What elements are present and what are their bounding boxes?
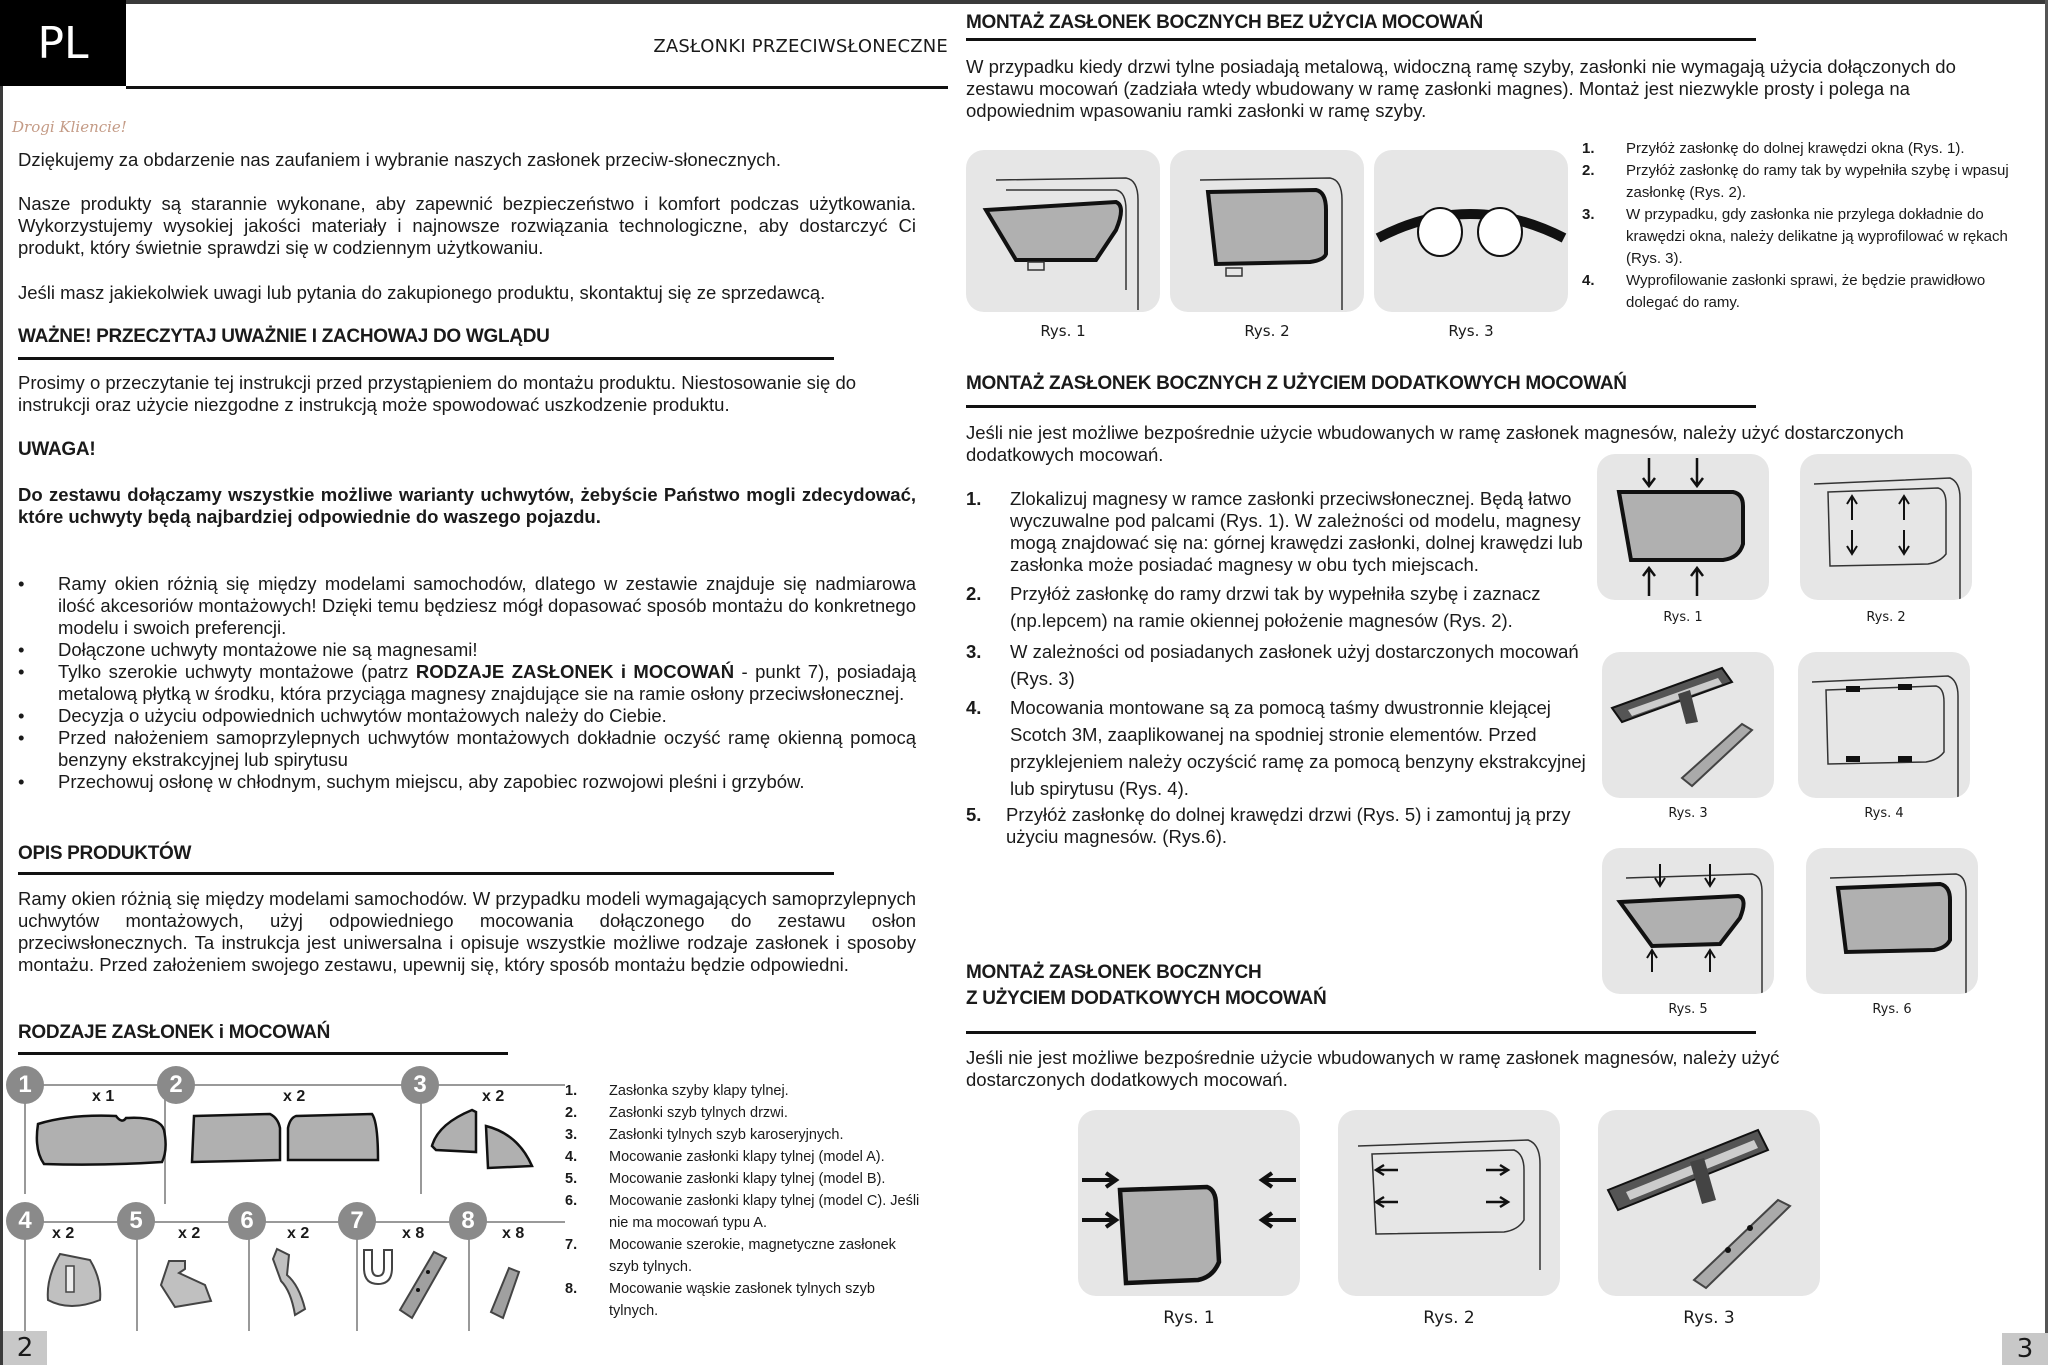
- step-text: Przyłóż zasłonkę do dolnej krawędzi okna (Rys. 1).: [1626, 140, 1965, 157]
- step-item: [966, 694, 1586, 802]
- figure-s2-3: [1602, 652, 1774, 798]
- section3-rule: [966, 1031, 1756, 1034]
- step-item: [1582, 270, 2022, 314]
- type-badge: 3: [401, 1066, 439, 1104]
- mounts-with-tape-illustration: [1602, 652, 1774, 798]
- document-title: ZASŁONKI PRZECIWSŁONECZNE: [653, 36, 948, 57]
- step-text: W przypadku, gdy zasłonka nie przylega dokładnie do krawędzi okna, należy delikatne ją wyprofilować w rękach (Rys. 3).: [1626, 206, 2008, 267]
- figure-caption: Rys. 2: [1423, 1308, 1475, 1328]
- legend-text: Mocowanie szerokie, magnetyczne zasłonek szyb tylnych.: [609, 1237, 896, 1275]
- types-heading: RODZAJE ZASŁONEK i MOCOWAŃ: [18, 1022, 331, 1043]
- types-legend: [565, 1080, 925, 1322]
- legend-text: Mocowanie wąskie zasłonek tylnych szyb tylnych.: [609, 1281, 875, 1319]
- step-num: 4.: [966, 697, 982, 718]
- clip-a-icon: [40, 1250, 110, 1320]
- type-quantity: x 1: [92, 1088, 115, 1105]
- door-frame-side-arrows-illustration: [1338, 1110, 1560, 1296]
- type-quantity: x 2: [287, 1225, 310, 1242]
- language-badge: PL: [0, 0, 126, 86]
- type-quantity: x 2: [178, 1225, 201, 1242]
- bullet-text-pre: Tylko szerokie uchwyty montażowe (patrz: [58, 661, 416, 682]
- figure-caption: Rys. 4: [1864, 806, 1904, 821]
- important-heading: WAŻNE! PRZECZYTAJ UWAŻNIE I ZACHOWAJ DO WGLĄDU: [18, 326, 550, 347]
- figure-s2-4: [1798, 652, 1970, 798]
- legend-num: 1.: [565, 1083, 578, 1099]
- step-num: 3.: [1582, 206, 1595, 223]
- legend-item: [565, 1102, 925, 1124]
- figure-s3-3: [1598, 1110, 1820, 1296]
- step-text: Wyprofilowanie zasłonki sprawi, że będzie prawidłowo dolegać do ramy.: [1626, 272, 1986, 311]
- hands-bending-shade-illustration: [1374, 150, 1568, 312]
- type-badge: 1: [6, 1066, 44, 1104]
- section2-steps: [966, 488, 1586, 848]
- door-frame-with-mounts-illustration: [1798, 652, 1970, 798]
- step-num: 1.: [1582, 140, 1595, 157]
- legend-item: [565, 1190, 925, 1234]
- shade-placement-bottom-illustration: [1602, 848, 1774, 994]
- narrow-mount-icon: [485, 1262, 535, 1322]
- figure-caption: Rys. 1: [1040, 322, 1086, 340]
- section1-heading: MONTAŻ ZASŁONEK BOCZNYCH BEZ UŻYCIA MOCOWAŃ: [966, 12, 1483, 33]
- step-num: 2.: [966, 583, 982, 604]
- legend-item: [565, 1124, 925, 1146]
- figure-s2-6: [1806, 848, 1978, 994]
- step-item: [966, 638, 1586, 692]
- step-num: 5.: [966, 804, 982, 825]
- type-quantity: x 8: [502, 1225, 525, 1242]
- legend-num: 4.: [565, 1149, 578, 1165]
- quarter-shades-icon: [428, 1106, 538, 1170]
- figure-s1-1: [966, 150, 1160, 312]
- door-shades-icon: [190, 1112, 390, 1168]
- figure-caption: Rys. 1: [1163, 1308, 1215, 1328]
- intro-thanks: Dziękujemy za obdarzenie nas zaufaniem i wybranie naszych zasłonek przeciw-słonecznych.: [18, 149, 781, 170]
- step-text: Zlokalizuj magnesy w ramce zasłonki przeciwsłonecznej. Będą łatwo wyczuwalne pod palcami (Rys. 1). W zależności od modelu, magnesy mogą znajdować się na: górnej krawędzi zasłonki, dolnej krawędzi lub zasłonka może posiadać magnesy w obu tych miejscach.: [1010, 488, 1583, 575]
- figure-caption: Rys. 3: [1668, 806, 1708, 821]
- section2-rule: [966, 405, 1756, 408]
- title-rule: [126, 86, 948, 89]
- figure-caption: Rys. 6: [1872, 1002, 1912, 1017]
- bullet-item: • Decyzja o użyciu odpowiednich uchwytów montażowych należy do Ciebie.: [18, 705, 916, 727]
- step-text: Przyłóż zasłonkę do ramy tak by wypełniła szybę i wpasuj zasłonkę (Rys. 2).: [1626, 162, 2009, 201]
- section3-heading-line1: MONTAŻ ZASŁONEK BOCZNYCH: [966, 962, 1262, 983]
- warning-label: UWAGA!: [18, 439, 96, 460]
- step-text: Mocowania montowane są za pomocą taśmy dwustronnie klejącej Scotch 3M, zaaplikowanej na spodniej stronie elementów. Przed przyklejeniem należy oczyścić ramę za pomocą benzyny ekstrakcyjnej lub spirytusu (Rys. 4).: [1010, 697, 1586, 799]
- legend-item: [565, 1080, 925, 1102]
- section3-text: Jeśli nie jest możliwe bezpośrednie użycie wbudowanych w ramę zasłonek magnesów, należy użyć dostarczonych dodatkowych mocowań.: [966, 1047, 1780, 1090]
- figure-caption: Rys. 2: [1866, 610, 1906, 625]
- shade-mounted-illustration: [1806, 848, 1978, 994]
- figure-s2-2: [1800, 454, 1972, 600]
- legend-text: Zasłonki szyb tylnych drzwi.: [609, 1105, 788, 1121]
- type-quantity: x 2: [52, 1225, 75, 1242]
- legend-item: [565, 1168, 925, 1190]
- greeting: Drogi Kliencie!: [12, 118, 127, 136]
- figure-s1-3: [1374, 150, 1568, 312]
- section3-heading-line2: Z UŻYCIEM DODATKOWYCH MOCOWAŃ: [966, 988, 1327, 1009]
- bullet-text-bold: RODZAJE ZASŁONEK i MOCOWAŃ: [415, 661, 735, 682]
- legend-num: 7.: [565, 1237, 578, 1253]
- step-num: 4.: [1582, 272, 1595, 289]
- step-num: 3.: [966, 641, 982, 662]
- step-text: Przyłóż zasłonkę do ramy drzwi tak by wypełniła szybę i zaznacz (np.lepcem) na ramie okiennej położenie magnesów (Rys. 2).: [1010, 583, 1541, 631]
- bullet-item: • Przechowuj osłonę w chłodnym, suchym miejscu, aby zapobiec rozwojowi pleśni i grzybów.: [18, 771, 916, 793]
- type-badge: 5: [117, 1202, 155, 1240]
- legend-text: Mocowanie zasłonki klapy tylnej (model C). Jeśli nie ma mocowań typu A.: [609, 1193, 920, 1231]
- section2-text: Jeśli nie jest możliwe bezpośrednie użycie wbudowanych w ramę zasłonek magnesów, należy użyć dostarczonych dodatkowych mocowań.: [966, 422, 1904, 465]
- legend-num: 2.: [565, 1105, 578, 1121]
- intro-contact: Jeśli masz jakiekolwiek uwagi lub pytania do zakupionego produktu, skontaktuj się ze sprzedawcą.: [18, 282, 826, 303]
- door-shade-tilted-illustration: [966, 150, 1160, 312]
- clip-b-icon: [155, 1255, 225, 1315]
- type-quantity: x 8: [402, 1225, 425, 1242]
- legend-num: 3.: [565, 1127, 578, 1143]
- important-rule: [18, 357, 834, 360]
- intro-quality: Nasze produkty są starannie wykonane, aby zapewnić bezpieczeństwo i komfort podczas użytkowania. Wykorzystujemy wysokiej jakości materiały i najnowsze rozwiązania technologiczne, aby dostarczyć Ci produkt, który świetnie sprawdzi się w codziennym użytkowaniu.: [18, 193, 916, 258]
- step-item: [966, 488, 1586, 576]
- legend-text: Zasłonka szyby klapy tylnej.: [609, 1083, 789, 1099]
- type-quantity: x 2: [283, 1088, 306, 1105]
- rear-shade-icon: [30, 1110, 170, 1170]
- step-num: 1.: [966, 488, 982, 509]
- step-num: 2.: [1582, 162, 1595, 179]
- legend-num: 8.: [565, 1281, 578, 1297]
- magnetic-mount-icon: [360, 1240, 460, 1320]
- step-text: W zależności od posiadanych zasłonek użyj dostarczonych mocowań (Rys. 3): [1010, 641, 1579, 689]
- page-border-top: [0, 0, 2048, 4]
- figure-caption: Rys. 5: [1668, 1002, 1708, 1017]
- page-border-left: [0, 0, 3, 1365]
- legend-item: [565, 1234, 925, 1278]
- figure-caption: Rys. 3: [1683, 1308, 1735, 1328]
- warning-text: Do zestawu dołączamy wszystkie możliwe warianty uchwytów, żebyście Państwo mogli zdecydować, które uchwyty będą najbardziej odpowiednie do waszego pojazdu.: [18, 484, 916, 527]
- figure-s1-2: [1170, 150, 1364, 312]
- type-badge: 6: [228, 1202, 266, 1240]
- product-description-rule: [18, 872, 834, 875]
- page-number-right: 3: [2002, 1333, 2048, 1365]
- bullet-text-post: - punkt 7), posiadają metalową płytką w środku, która przyciąga magnesy znajdujące sie na ramie osłony przeciwsłonecznej.: [58, 661, 916, 704]
- product-description-heading: OPIS PRODUKTÓW: [18, 843, 192, 864]
- clip-c-icon: [265, 1245, 325, 1320]
- step-item: [1582, 204, 2022, 270]
- legend-text: Mocowanie zasłonki klapy tylnej (model B).: [609, 1171, 886, 1187]
- section2-heading: MONTAŻ ZASŁONEK BOCZNYCH Z UŻYCIEM DODATKOWYCH MOCOWAŃ: [966, 373, 1627, 394]
- figure-caption: Rys. 1: [1663, 610, 1703, 625]
- legend-text: Mocowanie zasłonki klapy tylnej (model A).: [609, 1149, 885, 1165]
- figure-s2-1: [1597, 454, 1769, 600]
- legend-num: 5.: [565, 1171, 578, 1187]
- figure-s2-5: [1602, 848, 1774, 994]
- door-frame-magnet-marks-illustration: [1800, 454, 1972, 600]
- legend-text: Zasłonki tylnych szyb karoseryjnych.: [609, 1127, 844, 1143]
- section1-steps: [1582, 138, 2022, 314]
- figure-s3-1: [1078, 1110, 1300, 1296]
- figure-caption: Rys. 2: [1244, 322, 1290, 340]
- door-shade-fitted-illustration: [1170, 150, 1364, 312]
- section1-rule: [966, 38, 1756, 41]
- type-badge: 8: [449, 1202, 487, 1240]
- legend-num: 6.: [565, 1193, 578, 1209]
- types-rule: [18, 1052, 508, 1055]
- shade-side-magnets-illustration: [1078, 1110, 1300, 1296]
- type-badge: 7: [338, 1202, 376, 1240]
- legend-item: [565, 1278, 925, 1322]
- bullet-item: • Dołączone uchwyty montażowe nie są magnesami!: [18, 639, 916, 661]
- mounts-with-tape-illustration: [1598, 1110, 1820, 1296]
- figure-s3-2: [1338, 1110, 1560, 1296]
- step-item: [1582, 138, 2022, 160]
- bullet-list: [18, 573, 916, 793]
- type-quantity: x 2: [482, 1088, 505, 1105]
- page-number-left: 2: [3, 1331, 47, 1365]
- grid-line: [25, 1084, 565, 1086]
- bullet-item: • Ramy okien różnią się między modelami samochodów, dlatego w zestawie znajduje się nadmiarowa ilość akcesoriów montażowych! Dzięki temu będziesz mógł dopasować sposób montażu do konkretnego modelu i swoich preferencji.: [18, 573, 916, 639]
- product-description-text: Ramy okien różnią się między modelami samochodów. W przypadku modeli wymagających samoprzylepnych uchwytów montażowych, użyj odpowiedniego mocowania dołączonego do zestawu osłon przeciwsłonecznych. Ta instrukcja jest uniwersalna i opisuje wszystkie możliwe rodzaje zasłonek i sposoby montażu. Przed założeniem swojego zestawu, upewnij się, który sposób montażu będzie odpowiedni.: [18, 888, 916, 975]
- bullet-item: [18, 661, 916, 705]
- important-text: Prosimy o przeczytanie tej instrukcji przed przystąpieniem do montażu produktu. Niestosowanie się do instrukcji oraz użycie niezgodne z instrukcją może spowodować uszkodzenie produktu.: [18, 372, 857, 415]
- legend-item: [565, 1146, 925, 1168]
- step-item: [966, 804, 1586, 848]
- type-badge: 2: [157, 1066, 195, 1104]
- bullet-item: • Przed nałożeniem samoprzylepnych uchwytów montażowych dokładnie oczyść ramę okienną pomocą benzyny ekstrakcyjnej lub spirytusu: [18, 727, 916, 771]
- step-item: [1582, 160, 2022, 204]
- step-text: Przyłóż zasłonkę do dolnej krawędzi drzwi (Rys. 5) i zamontuj ją przy użyciu magnesów. (Rys.6).: [1006, 804, 1571, 847]
- section1-text: W przypadku kiedy drzwi tylne posiadają metalową, widoczną ramę szyby, zasłonki nie wymagają użycia dołączonych do zestawu mocowań (zadziała wtedy wbudowany w ramę zasłonki magnes). Montaż jest niezwykle prosty i polega na odpowiednim wpasowaniu ramki zasłonki w ramę szyby.: [966, 56, 1956, 121]
- shade-magnets-arrows-illustration: [1597, 454, 1769, 600]
- step-item: [966, 580, 1586, 634]
- figure-caption: Rys. 3: [1448, 322, 1494, 340]
- type-badge: 4: [6, 1202, 44, 1240]
